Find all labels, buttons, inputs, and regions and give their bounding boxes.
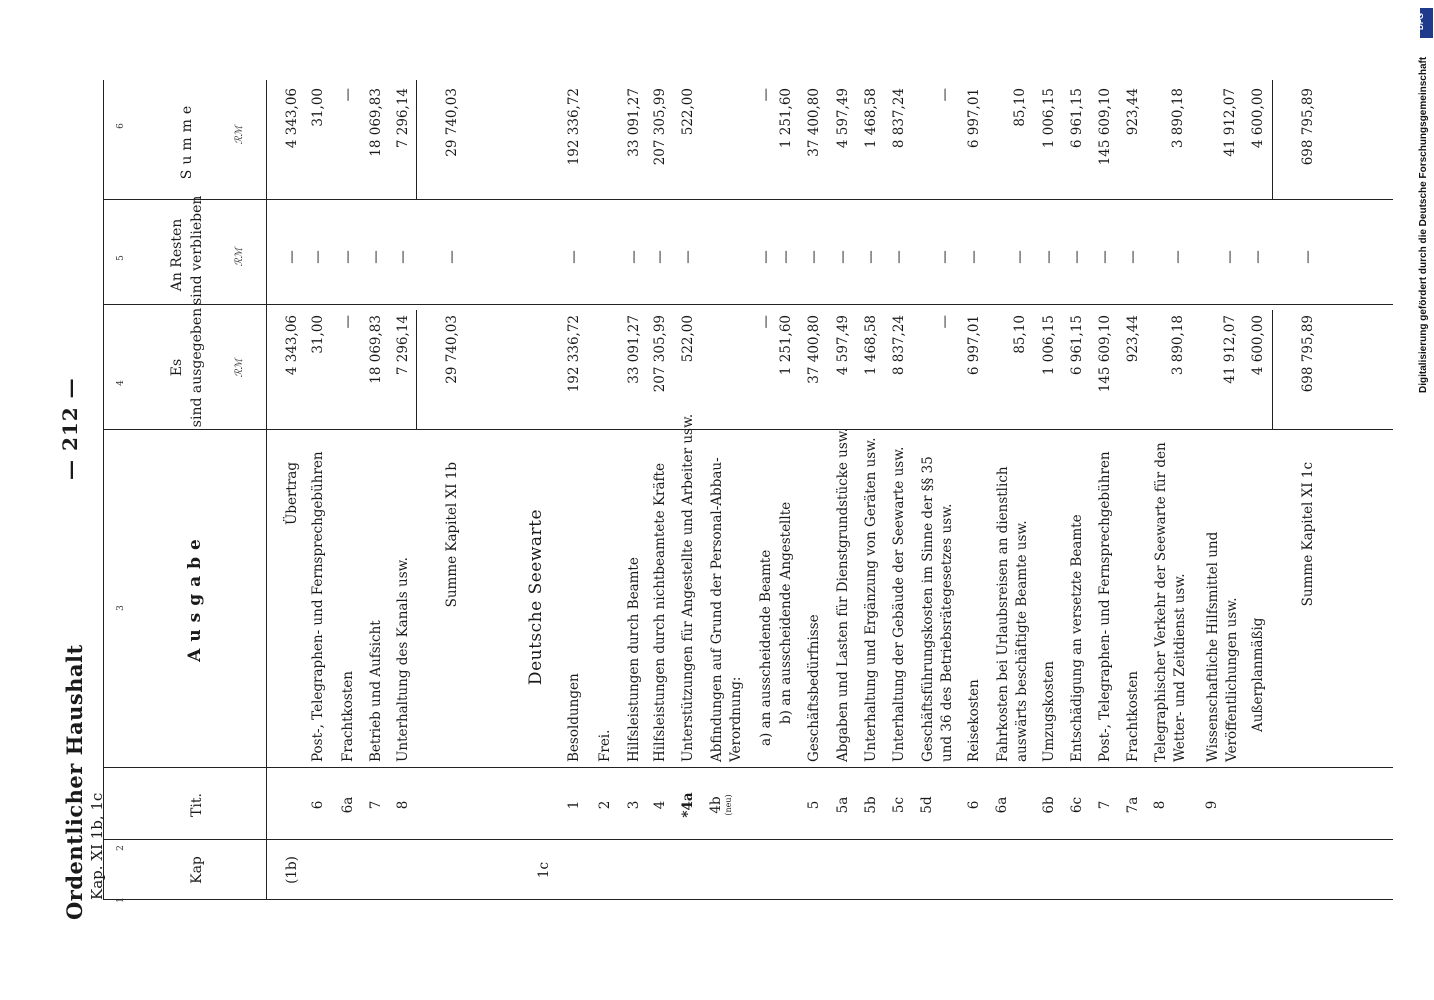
row-total: 6 961,15 [1069, 88, 1085, 149]
row-remainder: — [566, 250, 582, 264]
row-title-number: 5d [919, 796, 935, 814]
row-remainder: — [806, 250, 822, 264]
row-total: 192 336,72 [566, 88, 582, 166]
row-description: Hilfsleistungen durch Beamte [626, 557, 642, 762]
row-total: 37 400,80 [806, 88, 822, 157]
row-total: 8 837,24 [891, 88, 907, 149]
header-ausgabe: Ausgabe [185, 532, 205, 662]
row-total: 18 069,83 [368, 88, 384, 157]
row-description: Besoldungen [566, 673, 582, 762]
section-heading: Deutsche Seewarte [526, 508, 546, 686]
sum-rule-col6-final [1272, 80, 1273, 200]
row-total: 4 600,00 [1250, 88, 1266, 149]
row-total: 1 006,15 [1041, 88, 1057, 149]
row-total: 6 997,01 [966, 88, 982, 149]
unit-label-col5: ℛℳ [234, 247, 245, 267]
row-amount-spent: 33 091,27 [626, 315, 642, 384]
row-amount-spent: 1 251,60 [778, 315, 794, 376]
row-amount-spent: 923,44 [1125, 315, 1141, 363]
row-amount-spent: 4 597,49 [835, 315, 851, 376]
row-remainder: — [1012, 250, 1028, 264]
row-total: 1 468,58 [863, 88, 879, 149]
row-title-number: 4 [652, 800, 668, 810]
row-total: 85,10 [1012, 88, 1028, 127]
column-rule-5 [103, 304, 1393, 305]
row-title-number: 6b [1041, 796, 1057, 814]
row-title-number: 7a [1125, 796, 1141, 814]
row-total: — [340, 88, 356, 102]
header-ausgegeben-line1: Es [169, 358, 185, 377]
row-amount-spent: 1 468,58 [863, 315, 879, 376]
row-total: 29 740,03 [444, 88, 460, 157]
row-description: Abfindungen auf Grund der Personal-Abbau-Verordnung: [709, 457, 744, 762]
row-description: Unterhaltung der Gebäude der Seewarte usw. [891, 446, 907, 762]
row-title-number: 7 [1097, 800, 1113, 810]
row-title-number: 3 [626, 800, 642, 810]
row-amount-spent: 522,00 [680, 315, 696, 363]
row-amount-spent: 37 400,80 [806, 315, 822, 384]
row-total: 207 305,99 [652, 88, 668, 166]
row-description: Unterhaltung und Ergänzung von Geräten usw. [863, 437, 879, 762]
row-remainder: — [835, 250, 851, 264]
document-title: Ordentlicher Haushalt [62, 644, 87, 920]
row-amount-spent: 41 912,07 [1222, 315, 1238, 384]
header-kap: Kap [189, 856, 205, 884]
row-description: b) an ausscheidende Angestellte [778, 501, 794, 724]
row-amount-spent: 29 740,03 [444, 315, 460, 384]
row-title-number: 5b [863, 796, 879, 814]
row-description: Reisekosten [966, 679, 982, 762]
row-title-number: 6 [310, 800, 326, 810]
row-title-number: 6 [966, 800, 982, 810]
row-remainder: — [1069, 250, 1085, 264]
row-remainder: — [891, 250, 907, 264]
digitization-note-text: Digitalisierung gefördert durch die Deutsche Forschungsgemeinschaft [1418, 56, 1429, 393]
row-description: Geschäftsbedürfnisse [806, 614, 822, 762]
row-total: 7 296,14 [395, 88, 411, 149]
row-total: — [758, 88, 774, 102]
dfg-logo: DFG [1420, 8, 1433, 38]
row-amount-spent: 1 006,15 [1041, 315, 1057, 376]
row-total: 41 912,07 [1222, 88, 1238, 157]
row-remainder: — [340, 250, 356, 264]
row-remainder: — [1222, 250, 1238, 264]
row-title-number: 8 [1152, 800, 1168, 810]
row-description: Frachtkosten [1125, 671, 1141, 762]
row-description: Frei. [597, 729, 613, 762]
row-title-number: 2 [597, 800, 613, 810]
row-description: Umzugskosten [1041, 661, 1057, 762]
row-description: Wissenschaftliche Hilfsmittel und Veröffentlichungen usw. [1205, 531, 1240, 762]
column-number-3: 3 [116, 605, 126, 611]
row-remainder: — [1170, 250, 1186, 264]
row-kap: 1c [536, 861, 552, 879]
row-remainder: — [966, 250, 982, 264]
row-title-number: *4a [680, 792, 696, 818]
row-remainder: — [444, 250, 460, 264]
row-total: 4 343,06 [284, 88, 300, 149]
column-number-4: 4 [116, 380, 126, 386]
header-ausgegeben-line2: sind ausgegeben [189, 307, 205, 428]
row-total: 3 890,18 [1170, 88, 1186, 149]
row-remainder: — [758, 250, 774, 264]
row-amount-spent: 31,00 [310, 315, 326, 354]
sum-rule-col6 [416, 80, 417, 200]
row-title-number-text: 4b [708, 796, 724, 814]
row-amount-spent: — [758, 315, 774, 329]
row-amount-spent: 6 961,15 [1069, 315, 1085, 376]
row-title-number: 6a [994, 796, 1010, 814]
row-remainder: — [368, 250, 384, 264]
row-description: Unterhaltung des Kanals usw. [395, 557, 411, 762]
row-title-number: 7 [368, 800, 384, 810]
row-amount-spent: 4 600,00 [1250, 315, 1266, 376]
row-remainder: — [778, 250, 794, 264]
row-description: Außerplanmäßig [1250, 617, 1266, 732]
row-title-number: 6c [1069, 796, 1085, 814]
row-title-number: 6a [340, 796, 356, 814]
row-description: Post-, Telegraphen- und Fernsprechgebühren [1097, 451, 1113, 762]
sum-rule-col4-final [1272, 310, 1273, 430]
row-total: 1 251,60 [778, 88, 794, 149]
row-description: Telegraphischer Verkehr der Seewarte für den Wetter- und Zeitdienst usw. [1153, 442, 1188, 762]
column-number-1: 1 [116, 897, 126, 903]
row-amount-spent: 207 305,99 [652, 315, 668, 393]
row-remainder: — [395, 250, 411, 264]
row-description: Betrieb und Aufsicht [368, 620, 384, 762]
row-remainder: — [626, 250, 642, 264]
row-title-number [708, 770, 733, 840]
row-remainder: — [1300, 250, 1316, 264]
page-number: — 212 — [58, 377, 82, 480]
row-remainder: — [1250, 250, 1266, 264]
row-amount-spent: 18 069,83 [368, 315, 384, 384]
row-amount-spent: — [937, 315, 953, 329]
unit-label-col4: ℛℳ [234, 358, 245, 378]
row-remainder: — [1125, 250, 1141, 264]
header-top-rule [103, 80, 104, 900]
document-subtitle: Kap. XI 1b, 1c [88, 792, 106, 900]
row-amount-spent: 698 795,89 [1300, 315, 1316, 393]
row-title-number: 9 [1204, 800, 1220, 810]
row-remainder: — [1097, 250, 1113, 264]
row-amount-spent: 192 336,72 [566, 315, 582, 393]
row-title-number: 5c [891, 796, 907, 814]
row-total: 522,00 [680, 88, 696, 136]
row-remainder: — [863, 250, 879, 264]
row-description: Summe Kapitel XI 1b [444, 462, 460, 608]
row-title-number: 1 [566, 800, 582, 810]
column-number-6: 6 [116, 123, 126, 129]
row-remainder: — [680, 250, 696, 264]
row-description: Fahrkosten bei Urlaubsreisen an dienstlich auswärts beschäftigte Beamte usw. [995, 466, 1030, 762]
row-description: Abgaben und Lasten für Dienstgrundstücke usw. [835, 427, 851, 762]
row-description: Hilfsleistungen durch nichtbeamtete Kräfte [652, 463, 668, 762]
row-amount-spent: 7 296,14 [395, 315, 411, 376]
row-title-number: 8 [395, 800, 411, 810]
unit-label-col6: ℛℳ [234, 125, 245, 145]
row-description: Unterstützungen für Angestellte und Arbeiter usw. [680, 413, 696, 762]
row-remainder: — [284, 250, 300, 264]
row-amount-spent: 4 343,06 [284, 315, 300, 376]
header-bottom-rule [266, 80, 267, 900]
digitization-note [1418, 8, 1434, 1000]
row-total: 923,44 [1125, 88, 1141, 136]
header-resten-line1: An Resten [169, 218, 185, 292]
row-amount-spent: 8 837,24 [891, 315, 907, 376]
column-number-2: 2 [116, 845, 126, 851]
row-total: 145 609,10 [1097, 88, 1113, 166]
row-amount-spent: 85,10 [1012, 315, 1028, 354]
row-title-number: 5a [835, 796, 851, 814]
row-remainder: — [937, 250, 953, 264]
row-amount-spent: — [340, 315, 356, 329]
row-remainder: — [310, 250, 326, 264]
row-amount-spent: 145 609,10 [1097, 315, 1113, 393]
row-description: Übertrag [284, 462, 300, 526]
row-title-number: 5 [806, 800, 822, 810]
row-description: a) an ausscheidende Beamte [758, 549, 774, 746]
row-total: 31,00 [310, 88, 326, 127]
row-total: 698 795,89 [1300, 88, 1316, 166]
row-total: 4 597,49 [835, 88, 851, 149]
row-amount-spent: 6 997,01 [966, 315, 982, 376]
row-description: Summe Kapitel XI 1c [1300, 462, 1316, 607]
row-kap: (1b) [284, 856, 300, 884]
sum-rule-col4 [416, 310, 417, 430]
row-total: — [937, 88, 953, 102]
row-remainder: — [1041, 250, 1057, 264]
row-description: Entschädigung an versetzte Beamte [1069, 514, 1085, 762]
row-description: Geschäftsführungskosten im Sinne der §§ 35 und 36 des Betriebsrätegesetzes usw. [920, 456, 955, 762]
header-resten-line2: sind verblieben [189, 195, 205, 305]
row-amount-spent: 3 890,18 [1170, 315, 1186, 376]
column-rule-3 [103, 767, 1393, 768]
column-number-5: 5 [116, 255, 126, 261]
header-tit: Tit. [189, 793, 205, 817]
row-title-note: (neu) [724, 794, 733, 816]
row-description: Frachtkosten [340, 671, 356, 762]
header-summe: Summe [179, 100, 195, 180]
row-remainder: — [652, 250, 668, 264]
row-description: Post-, Telegraphen- und Fernsprechgebühren [310, 451, 326, 762]
row-total: 33 091,27 [626, 88, 642, 157]
